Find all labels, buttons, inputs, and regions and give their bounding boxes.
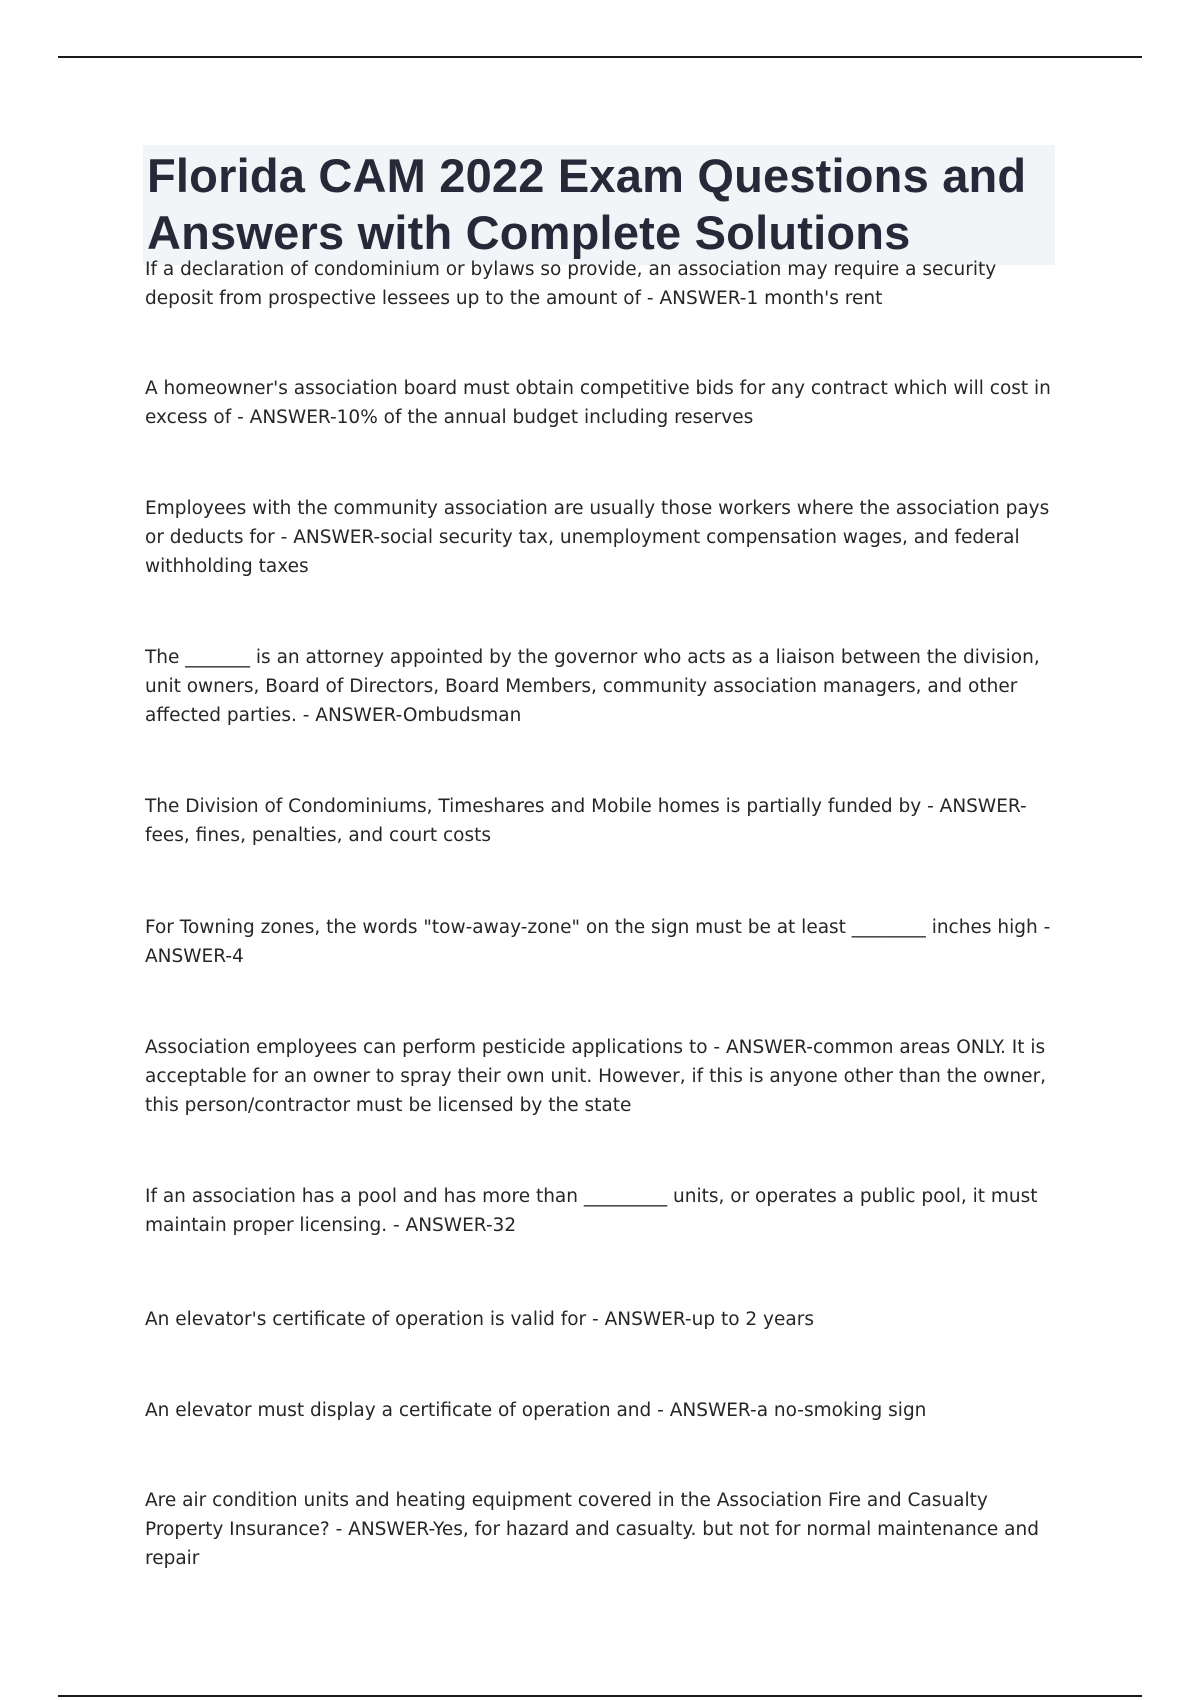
qa-entry-10: An elevator must display a certificate of operation and - ANSWER-a no-smoking sign bbox=[145, 1400, 927, 1421]
qa-entry-6: For Towning zones, the words "tow-away-zone" on the sign must be at least ________ inches high - ANSWER-4 bbox=[145, 917, 1051, 967]
qa-entry-3: Employees with the community association are usually those workers where the association pays or deducts for - ANSWER-social security tax, unemployment compensation wages, and federal withholding taxes bbox=[145, 498, 1050, 577]
qa-entry-4: The _______ is an attorney appointed by the governor who acts as a liaison between the division, unit owners, Board of Directors, Board Members, community association managers, and other affected parties. - ANSWER-Ombudsman bbox=[145, 647, 1040, 726]
bottom-rule bbox=[58, 1695, 1142, 1697]
qa-entry-7: Association employees can perform pesticide applications to - ANSWER-common areas ONLY. It is acceptable for an owner to spray their own unit. However, if this is anyone other than the owner, this person/contractor must be licensed by the state bbox=[145, 1037, 1047, 1116]
qa-entry-1: If a declaration of condominium or bylaws so provide, an association may require a security deposit from prospective lessees up to the amount of - ANSWER-1 month's rent bbox=[145, 259, 997, 309]
document-title: Florida CAM 2022 Exam Questions and Answers with Complete Solutions bbox=[147, 149, 1027, 259]
qa-entry-8: If an association has a pool and has more than _________ units, or operates a public pool, it must maintain proper licensing. - ANSWER-32 bbox=[145, 1186, 1038, 1236]
top-rule bbox=[58, 56, 1142, 58]
qa-entry-9: An elevator's certificate of operation is valid for - ANSWER-up to 2 years bbox=[145, 1309, 814, 1330]
title-block bbox=[143, 145, 1055, 265]
qa-entry-2: A homeowner's association board must obtain competitive bids for any contract which will cost in excess of - ANSWER-10% of the annual budget including reserves bbox=[145, 378, 1051, 428]
qa-entry-5: The Division of Condominiums, Timeshares and Mobile homes is partially funded by - ANSWER-fees, fines, penalties, and court costs bbox=[145, 796, 1027, 846]
qa-entry-11: Are air condition units and heating equipment covered in the Association Fire and Casualty Property Insurance? - ANSWER-Yes, for hazard and casualty. but not for normal maintenance and repair bbox=[145, 1490, 1039, 1569]
